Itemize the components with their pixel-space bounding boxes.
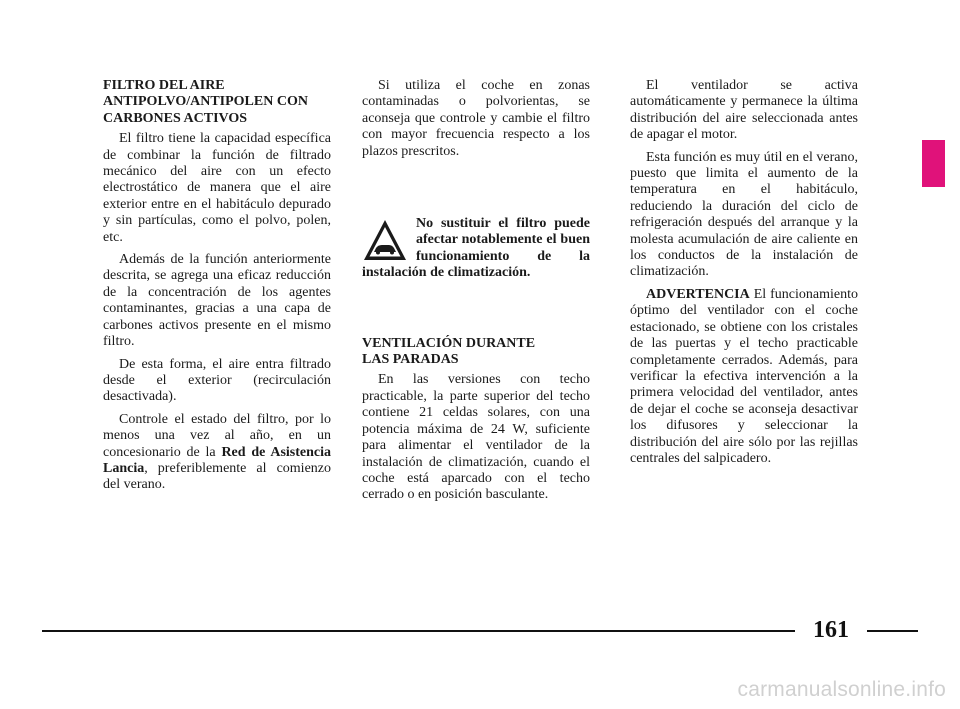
paragraph: El ventilador se activa automáticamente y permanece la última distribución del aire seleccionada antes de apagar el motor. (630, 78, 858, 143)
page-number: 161 (795, 612, 867, 648)
paragraph: En las versiones con techo practicable, la parte superior del techo contiene 21 celdas solares, con una potencia máxima de 24 W, suficiente para alimentar el ventilador de la instalación de climatización, cuando el coche está aparcado con el techo cerrado o en posición basculante. (362, 372, 590, 503)
warning-text: No sustituir el filtro puede afectar notablemente el buen funcionamiento de la instalación de climatización. (362, 216, 590, 281)
warning-triangle-car-icon (362, 218, 408, 262)
paragraph: Esta función es muy útil en el verano, puesto que limita el aumento de la temperatura en el habitáculo, reduciendo la duración del ciclo de refrigeración después del arranque y la molesta acumulación de aire caliente en los conductos de la instalación de climatización. (630, 149, 858, 280)
text: , preferiblemente al comienzo del verano. (103, 460, 331, 493)
watermark: carmanualsonline.info (737, 678, 946, 701)
section-ventilation (362, 336, 590, 504)
column-3 (630, 78, 858, 473)
section-heading-ventilation: VENTILACIÓN DURANTE LAS PARADAS (362, 335, 536, 368)
column-2 (362, 78, 590, 510)
text: Controle el estado del filtro, por lo menos una vez al año, en un concesionario de la (103, 411, 331, 460)
section-tab-marker (922, 140, 945, 187)
paragraph: De esta forma, el aire entra filtrado desde el exterior (recirculación desactivada). (103, 356, 331, 405)
paragraph-advertencia (630, 287, 858, 467)
advertencia-label: ADVERTENCIA (646, 286, 750, 302)
paragraph: El filtro tiene la capacidad específica de combinar la función de filtrado mecánico del aire con un efecto electrostático de manera que el aire exterior entre en el habitáculo depurado y sin partículas, como el polvo, polen, etc. (103, 131, 331, 245)
paragraph: Si utiliza el coche en zonas contaminadas o polvorientas, se aconseja que controle y cambie el filtro con mayor frecuencia respecto a los plazos prescritos. (362, 78, 590, 159)
footer-rule (42, 630, 918, 632)
paragraph-dealer (103, 412, 331, 494)
dealer-network-name: Red de Asistencia Lancia (103, 444, 332, 476)
section-heading-air-filter: FILTRO DEL AIRE ANTIPOLVO/ANTIPOLEN CON CARBONES ACTIVOS (103, 78, 308, 126)
text: El funcionamiento óptimo del ventilador con el coche estacionado, se obtiene con los cristales de las puertas y el techo practicable completamente cerrados. Además, para verificar la efectiva intervención a la primera velocidad del ventilador, antes de dejar el coche se aconseja desactivar los difusores y seleccionar la distribución del aire sólo por las rejillas centrales del salpicadero. (630, 286, 858, 466)
paragraph: Además de la función anteriormente descrita, se agrega una eficaz reducción de la concentración de los agentes contaminantes, gracias a una capa de carbones activos presente en el mismo filtro. (103, 252, 331, 350)
column-1 (103, 78, 331, 500)
warning-block (362, 216, 590, 282)
